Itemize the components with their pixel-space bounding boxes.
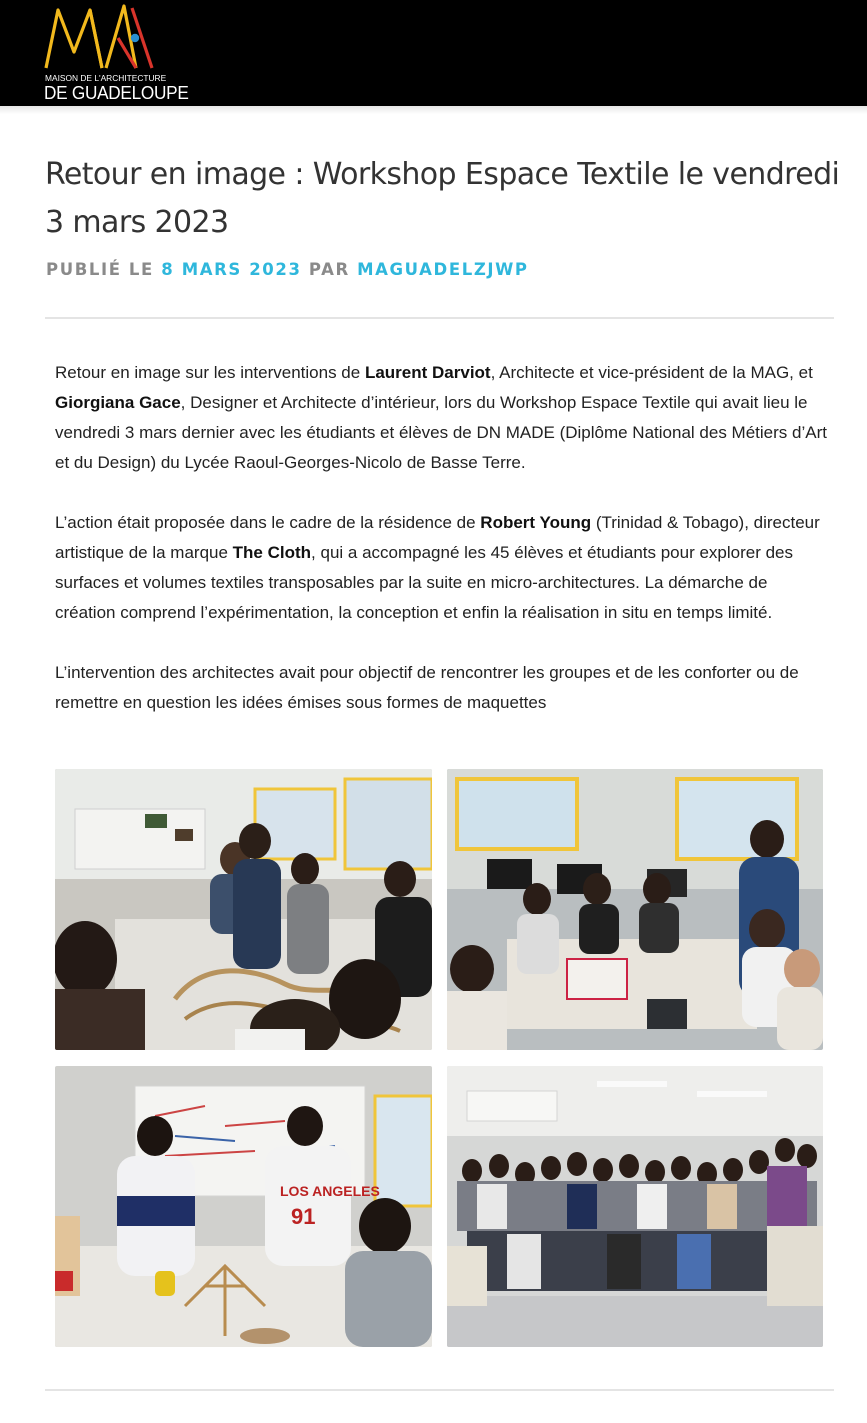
published-date-link[interactable]: 8 MARS 2023 xyxy=(161,260,302,279)
logo-text-maison: MAISON DE L'ARCHITECTURE xyxy=(45,73,167,83)
article-meta xyxy=(46,260,529,279)
by-label: PAR xyxy=(308,260,350,279)
article-title: Retour en image : Workshop Espace Textile le vendredi 3 mars 2023 xyxy=(45,157,840,240)
gallery-photo-3[interactable] xyxy=(55,1066,432,1347)
paragraph-text: , qui a accompagné les 45 élèves et étudiants pour explorer des surfaces et volumes textiles transposables par la suite en micro-architectures. La démarche de création comprend l’expérimentation, la conception et enfin la réalisation in situ en temps limité. xyxy=(55,543,794,622)
site-logo[interactable] xyxy=(44,2,189,104)
gallery-photo-4[interactable] xyxy=(447,1066,823,1347)
workshop-photo-image xyxy=(447,769,823,1050)
article-body xyxy=(55,358,830,748)
author-link[interactable]: MAGUADELZJWP xyxy=(357,260,529,279)
svg-text:LOS ANGELES: LOS ANGELES xyxy=(280,1183,380,1199)
workshop-photo-image xyxy=(55,1066,432,1347)
paragraph-1 xyxy=(55,358,830,478)
header-shadow xyxy=(0,106,867,114)
workshop-photo-image xyxy=(447,1066,823,1347)
published-label: PUBLIÉ LE xyxy=(46,260,154,279)
divider-top xyxy=(45,317,834,319)
ma-logo-mark-icon xyxy=(44,2,160,72)
paragraph-2 xyxy=(55,508,830,628)
paragraph-text: , Designer et Architecte d’intérieur, lors du Workshop Espace Textile qui avait lieu le vendredi 3 mars dernier avec les étudiants et élèves de DN MADE (Diplôme National des Métiers d’Art et du Design) du Lycée Raoul-Georges-Nicolo de Basse Terre. xyxy=(55,393,827,472)
brand-the-cloth: The Cloth xyxy=(232,543,312,562)
paragraph-3 xyxy=(55,658,830,718)
paragraph-text: L’intervention des architectes avait pour objectif de rencontrer les groupes et de les conforter ou de remettre en question les idées émises sous formes de maquettes xyxy=(55,663,799,712)
gallery-photo-1[interactable] xyxy=(55,769,432,1050)
paragraph-text: , Architecte et vice-président de la MAG, et xyxy=(490,363,813,382)
gallery-photo-2[interactable] xyxy=(447,769,823,1050)
svg-text:91: 91 xyxy=(291,1204,316,1229)
paragraph-text: (Trinidad & Tobago), directeur artistique de la marque xyxy=(55,513,820,562)
divider-bottom xyxy=(45,1389,834,1391)
workshop-photo-image xyxy=(55,769,432,1050)
logo-text-guadeloupe: DE GUADELOUPE xyxy=(44,82,189,103)
site-header xyxy=(0,0,867,106)
name-laurent-darviot: Laurent Darviot xyxy=(364,363,491,382)
name-robert-young: Robert Young xyxy=(480,513,592,532)
paragraph-text: Retour en image sur les interventions de xyxy=(55,363,365,382)
paragraph-text: L’action était proposée dans le cadre de la résidence de xyxy=(55,513,481,532)
name-giorgiana-gace: Giorgiana Gace xyxy=(55,393,181,412)
